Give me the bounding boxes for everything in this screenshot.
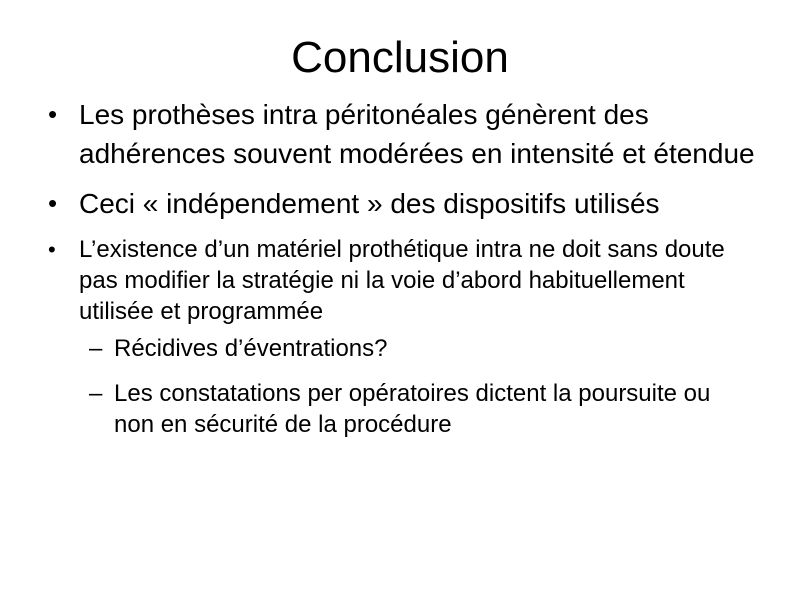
sub-bullet-text: Les constatations per opératoires dictent la poursuite ou non en sécurité de la procédure	[114, 380, 711, 438]
bullet-marker: •	[48, 99, 58, 129]
bullet-item	[45, 95, 755, 173]
bullet-marker: •	[48, 188, 58, 218]
bullet-text: L’existence d’un matériel prothétique intra ne doit sans doute pas modifier la stratégie ni la voie d’abord habituellement utilisée et programmée	[79, 236, 725, 325]
bullet-list	[45, 95, 755, 454]
bullet-item	[45, 184, 755, 223]
sub-bullet-text: Récidives d’éventrations?	[114, 335, 388, 362]
sub-bullet-list	[79, 333, 755, 440]
sub-bullet-item	[79, 378, 755, 440]
bullet-text: Ceci « indépendement » des dispositifs utilisés	[79, 188, 660, 219]
sub-bullet-marker: –	[89, 380, 103, 407]
sub-bullet-item	[79, 333, 755, 364]
bullet-marker: •	[48, 237, 56, 262]
bullet-item	[45, 234, 755, 440]
sub-bullet-marker: –	[89, 335, 103, 362]
slide-title: Conclusion	[291, 33, 509, 82]
bullet-text: Les prothèses intra péritonéales génèrent des adhérences souvent modérées en intensité et étendue	[79, 99, 755, 169]
